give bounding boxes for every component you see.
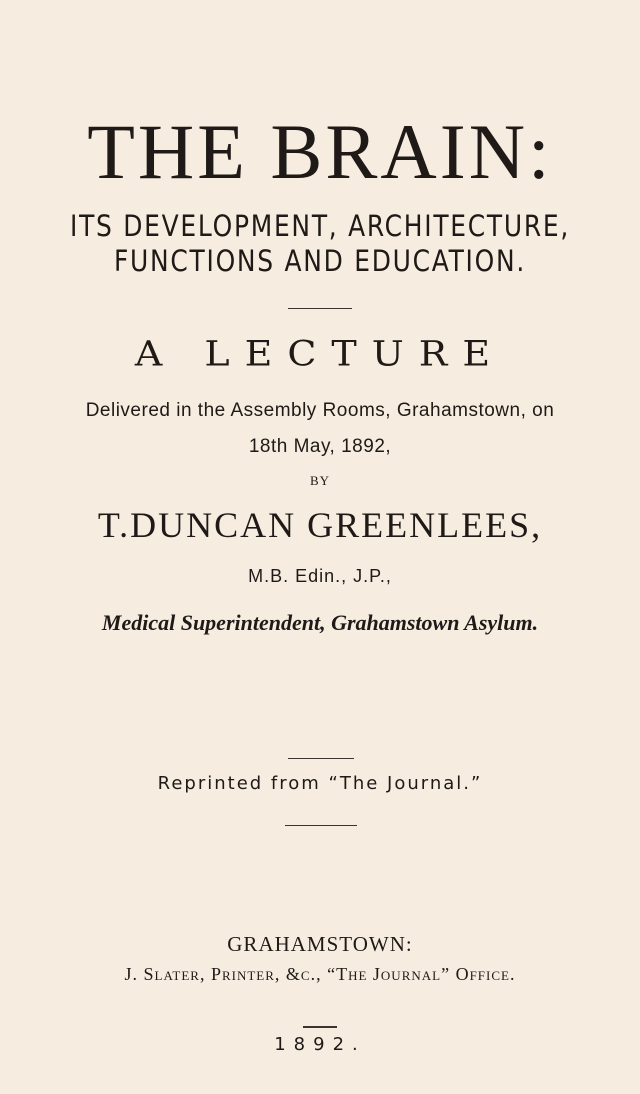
divider-rule [288, 758, 354, 759]
author-position: Medical Superintendent, Grahamstown Asylum. [101, 610, 539, 635]
lecture-heading: A LECTURE [134, 334, 506, 374]
imprint-year: 1892. [274, 1034, 366, 1055]
delivered-line: Delivered in the Assembly Rooms, Grahamstown, on [85, 400, 555, 421]
subtitle-line-1: ITS DEVELOPMENT, ARCHITECTURE, [69, 209, 571, 243]
divider-rule [303, 1026, 337, 1028]
author-degrees: M.B. Edin., J.P., [248, 566, 392, 586]
imprint-place: GRAHAMSTOWN: [227, 932, 413, 956]
reprint-notice: Reprinted from “The Journal.” [157, 773, 483, 794]
divider-rule [288, 308, 352, 309]
imprint-printer: J. Slater, Printer, &c., “The Journal” Office. [124, 964, 516, 984]
delivery-date: 18th May, 1892, [248, 436, 392, 457]
author-name: T.DUNCAN GREENLEES, [97, 505, 543, 545]
divider-rule [285, 825, 357, 826]
subtitle-line-2: FUNCTIONS AND EDUCATION. [113, 244, 526, 278]
by-label: BY [309, 473, 331, 488]
page-title: THE BRAIN: [87, 108, 553, 195]
